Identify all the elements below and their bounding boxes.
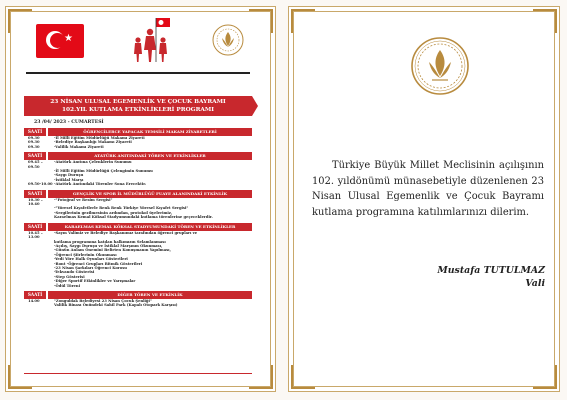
- governorship-emblem-icon: [212, 24, 244, 56]
- row-desc: -Sergilerinin gezilmesinin ardından, protokol üyelerimiz,: [54, 210, 173, 215]
- corner-ornament: [8, 9, 32, 33]
- row-desc: -İl Milli Eğitim Müdürlüğü Makamı Ziyareti: [54, 136, 145, 140]
- row-desc: Karaelmas Kemal Köksal Stadyumundaki kutlama törenlerine geçeceklerdir.: [54, 215, 213, 220]
- footer-rule: [24, 373, 252, 374]
- section-title: KARAELMAS KEMAL KÖKSAL STADYUMUNDAKİ TÖREN VE ETKİNLİKLER: [48, 223, 252, 231]
- section-title: DİĞER TÖREN VE ETKİNLİK: [48, 291, 252, 299]
- row-desc: -Tekvando Gösterisi: [54, 270, 95, 275]
- time-column-label: SAATİ: [24, 190, 46, 198]
- schedule-row: [24, 231, 252, 240]
- row-time: 10.30 – 10.40: [28, 197, 43, 207]
- schedule-row: [24, 284, 252, 288]
- section-header: [24, 190, 252, 198]
- row-desc: -23 Nisan Şarkıları Öğrenci Korosu: [54, 265, 127, 270]
- corner-ornament: [291, 365, 315, 389]
- banner-title-line1: 23 NİSAN ULUSAL EGEMENLİK VE ÇOCUK BAYRAMI: [50, 99, 226, 105]
- row-time: 09.45 – 09.50: [28, 160, 43, 169]
- corner-ornament: [249, 9, 273, 33]
- row-desc: -Valilik Makamı Ziyareti: [54, 144, 104, 149]
- ataturk-children-flag-icon: [128, 16, 174, 64]
- row-time: [24, 284, 54, 288]
- row-time: 09.30: [28, 144, 40, 149]
- governorship-emblem-icon: [410, 36, 470, 96]
- schedule-row: [24, 198, 252, 207]
- row-desc: -Step Gösterisi: [54, 274, 85, 279]
- turkish-flag-icon: ★: [36, 24, 84, 58]
- banner-title-line2: 102.YIL KUTLAMA ETKİNLİKLERİ PROGRAMI: [61, 107, 215, 113]
- row-time: [24, 215, 54, 219]
- row-desc: -Yedi Yöre Halk Oyunları Gösterileri: [54, 257, 128, 262]
- schedule-row: [24, 182, 252, 186]
- row-desc: -İstiklal Marşı: [54, 177, 84, 182]
- row-desc: -"Yöresel Kıyafetlerle Renk Renk Türkiye Yöresel Kıyafet Sergisi": [54, 206, 189, 211]
- row-desc: -Ödül Töreni: [54, 283, 80, 288]
- corner-ornament: [533, 9, 557, 33]
- row-desc: -Belediye Başkanlığı Makamı Ziyareti: [54, 140, 132, 145]
- time-column-label: SAATİ: [24, 128, 46, 136]
- program-date: 23 /04/ 2023 - CUMARTESİ: [34, 120, 104, 125]
- program-schedule: [24, 96, 252, 308]
- row-desc: "Zonguldak Belediyesi 23 Nisan Çocuk Şenliği": [54, 298, 152, 303]
- letter-message: Türkiye Büyük Millet Meclisinin açılışının 102. yıldönümü münasebetiyle düzenlenen 23 Nisan Ulusal Egemenlik ve Çocuk Bayramı kutlama programına katılımlarınızı dilerim.: [312, 160, 544, 218]
- row-desc: -Atatürk Anıtına Çelenklerin Sunumu: [54, 160, 132, 165]
- row-desc: -Öğrenci Şiirlerinin Okunması: [54, 252, 117, 257]
- schedule-row: [24, 160, 252, 169]
- schedule-row: [24, 145, 252, 149]
- signer-title: Vali: [525, 278, 545, 289]
- section-header: [24, 152, 252, 160]
- signer-name: Mustafa TUTULMAZ: [437, 265, 545, 276]
- row-desc: -Ront -Öğrenci Grupları Ritmik Gösterileri: [54, 261, 143, 266]
- row-time: 14.00: [28, 298, 40, 303]
- row-desc: -Atatürk Anıtındaki Törenler Sona Erecektir.: [54, 182, 147, 187]
- section-header: [24, 128, 252, 136]
- row-desc: kutlama programına katılan halkımızın Selamlanması: [54, 239, 166, 244]
- signature-block: [400, 264, 545, 290]
- row-desc: -Günün Anlam Önemini Belirten Konuşmanın Yapılması,: [54, 248, 171, 253]
- section-title: ATATÜRK ANITINDAKİ TÖREN VE ETKİNLİKLER: [48, 152, 252, 160]
- schedule-row: [24, 215, 252, 219]
- time-column-label: SAATİ: [24, 223, 46, 231]
- section-title: ÖĞRENCİLERCE YAPACAK TEMSİLİ MAKAM ZİYARETLERİ: [48, 128, 252, 136]
- row-desc: -Saygı Duruşu: [54, 173, 84, 178]
- row-desc: -"Fotoğraf ve Resim Sergisi": [54, 197, 113, 202]
- corner-ornament: [291, 9, 315, 33]
- corner-ornament: [8, 365, 32, 389]
- schedule-row: [24, 303, 252, 307]
- row-time: 09.30: [28, 136, 40, 140]
- program-banner: [24, 96, 252, 116]
- section-title: GENÇLİK VE SPOR İL MÜDÜRLÜĞÜ FUAYE ALANINDAKİ ETKİNLİK: [48, 190, 252, 198]
- row-desc: -Diğer Sportif Etkinlikler ve Yarışmalar: [54, 279, 136, 284]
- corner-ornament: [533, 365, 557, 389]
- section-header: [24, 223, 252, 231]
- row-time: [24, 303, 54, 307]
- time-column-label: SAATİ: [24, 291, 46, 299]
- row-desc: -Sayın Valimiz ve Belediye Başkanımız tarafından öğrenci grupları ve: [54, 230, 198, 235]
- row-desc: -Açılış, Saygı Duruşu ve İstiklal Marşının Okunması,: [54, 243, 163, 248]
- header-divider: [26, 72, 250, 74]
- time-column-label: SAATİ: [24, 152, 46, 160]
- row-time: 09.50-10.00: [28, 182, 53, 187]
- row-time: 10.45 – 13.00: [28, 230, 43, 240]
- row-desc: Valilik Binası Önündeki Sahil Park (Kapalı Otopark Karşısı): [54, 303, 178, 308]
- row-desc: -İl Milli Eğitim Müdürlüğü Çelengimin Sunumu: [54, 169, 153, 174]
- corner-ornament: [249, 365, 273, 389]
- section-header: [24, 291, 252, 299]
- row-time: 09.30: [28, 140, 40, 145]
